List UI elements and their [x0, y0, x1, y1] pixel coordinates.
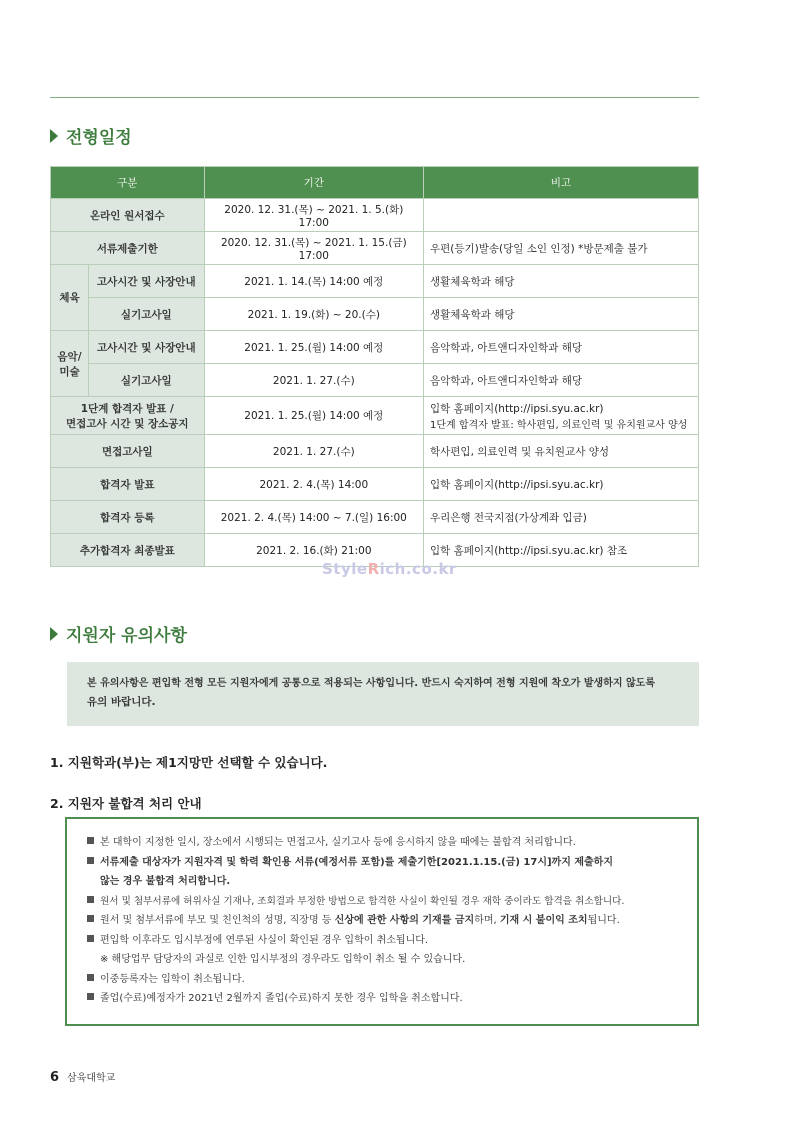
page-footer — [50, 1069, 115, 1085]
row-note: 입학 홈페이지(http://ipsi.syu.ac.kr) — [424, 468, 699, 501]
section-marker-icon — [50, 627, 58, 641]
row-note — [424, 397, 699, 435]
row-label: 실기고사일 — [88, 298, 204, 331]
rule-item — [87, 833, 677, 853]
rule-item — [87, 989, 677, 1009]
bullet-square-icon — [87, 915, 94, 922]
rule-item — [87, 911, 677, 931]
rule-text: 됩니다. — [587, 915, 620, 926]
rejection-rules-box — [65, 817, 699, 1026]
row-label: 실기고사일 — [88, 364, 204, 397]
rule-text: 졸업(수료)예정자가 2021년 2월까지 졸업(수료)하지 못한 경우 입학을 취소합니다. — [100, 993, 463, 1004]
table-header-row — [51, 167, 699, 199]
table-row — [51, 501, 699, 534]
bullet-square-icon — [87, 974, 94, 981]
row-period: 2020. 12. 31.(목) ~ 2021. 1. 5.(화) 17:00 — [204, 199, 423, 232]
row-period: 2021. 2. 4.(목) 14:00 — [204, 468, 423, 501]
row-label: 서류제출기한 — [51, 232, 205, 265]
watermark-text: R — [367, 560, 380, 578]
top-divider — [50, 97, 699, 98]
row-period: 2021. 2. 16.(화) 21:00 — [204, 534, 423, 567]
row-label: 추가합격자 최종발표 — [51, 534, 205, 567]
rule-text: 원서 및 첨부서류에 허위사실 기재나, 조회결과 부정한 방법으로 합격한 사실이 확인될 경우 재학 중이라도 합격을 취소합니다. — [100, 895, 625, 907]
group-label-line: 미술 — [59, 365, 80, 378]
rule-text: 이중등록자는 입학이 취소됩니다. — [100, 973, 245, 985]
row-note: 입학 홈페이지(http://ipsi.syu.ac.kr) 참조 — [424, 534, 699, 567]
table-row — [51, 364, 699, 397]
notice-line: 본 유의사항은 편입학 전형 모든 지원자에게 공통으로 적용되는 사항입니다. 반드시 숙지하여 전형 지원에 착오가 발생하지 않도록 — [87, 678, 655, 689]
row-label: 합격자 발표 — [51, 468, 205, 501]
rule-text: 본 대학이 지정한 일시, 장소에서 시행되는 면접고사, 실기고사 등에 응시하지 않을 때에는 불합격 처리합니다. — [100, 837, 576, 848]
row-period: 2021. 1. 25.(월) 14:00 예정 — [204, 397, 423, 435]
row-label: 합격자 등록 — [51, 501, 205, 534]
bullet-square-icon — [87, 857, 94, 864]
row-period: 2021. 2. 4.(목) 14:00 ~ 7.(일) 16:00 — [204, 501, 423, 534]
row-note: 생활체육학과 해당 — [424, 298, 699, 331]
rule-subnote — [87, 950, 677, 970]
header-period: 기간 — [204, 167, 423, 199]
row-note: 학사편입, 의료인력 및 유치원교사 양성 — [424, 435, 699, 468]
group-label-sports: 체육 — [51, 265, 89, 331]
row-note: 음악학과, 아트앤디자인학과 해당 — [424, 331, 699, 364]
rule-item-continued — [87, 872, 677, 892]
bullet-square-icon — [87, 935, 94, 942]
row-note-line: 입학 홈페이지(http://ipsi.syu.ac.kr) — [430, 402, 604, 415]
table-row — [51, 397, 699, 435]
group-label-line: 음악/ — [57, 350, 82, 363]
group-label-music-art — [51, 331, 89, 397]
notice-box — [67, 662, 699, 726]
row-note: 생활체육학과 해당 — [424, 265, 699, 298]
row-period: 2021. 1. 25.(월) 14:00 예정 — [204, 331, 423, 364]
watermark — [322, 560, 457, 578]
table-row — [51, 232, 699, 265]
rule-item — [87, 853, 677, 873]
rule-item — [87, 931, 677, 951]
item-heading-2: 2. 지원자 불합격 처리 안내 — [50, 796, 202, 811]
page-number: 6 — [50, 1070, 60, 1085]
rule-item — [87, 892, 677, 912]
section-marker-icon — [50, 129, 58, 143]
row-period: 2020. 12. 31.(목) ~ 2021. 1. 15.(금) 17:00 — [204, 232, 423, 265]
rule-text-emphasis: 신상에 관한 사항의 기재를 금지 — [334, 915, 475, 926]
table-row — [51, 298, 699, 331]
bullet-square-icon — [87, 896, 94, 903]
footer-school-name: 삼육대학교 — [67, 1073, 116, 1084]
rule-item — [87, 970, 677, 990]
section-title-text: 전형일정 — [66, 128, 132, 148]
item-heading-1: 1. 지원학과(부)는 제1지망만 선택할 수 있습니다. — [50, 755, 328, 770]
rule-text-emphasis: 기재 시 불이익 조치 — [499, 915, 588, 926]
header-category: 구분 — [51, 167, 205, 199]
section-title-schedule — [50, 123, 132, 148]
bullet-square-icon — [87, 993, 94, 1000]
rule-text: 않는 경우 불합격 처리합니다. — [100, 876, 231, 887]
row-label — [51, 397, 205, 435]
row-label: 면접고사일 — [51, 435, 205, 468]
row-note: 우리은행 전국지점(가상계좌 입금) — [424, 501, 699, 534]
row-label: 온라인 원서접수 — [51, 199, 205, 232]
row-label: 고사시간 및 사장안내 — [88, 331, 204, 364]
watermark-text: ich.co.kr — [379, 560, 457, 578]
header-note: 비고 — [424, 167, 699, 199]
rule-text: ※ 해당업무 담당자의 과실로 인한 입시부정의 경우라도 입학이 취소 될 수 있습니다. — [100, 954, 466, 965]
row-period: 2021. 1. 27.(수) — [204, 435, 423, 468]
row-note: 우편(등기)발송(당일 소인 인정) *방문제출 불가 — [424, 232, 699, 265]
row-period: 2021. 1. 19.(화) ~ 20.(수) — [204, 298, 423, 331]
row-period: 2021. 1. 27.(수) — [204, 364, 423, 397]
rule-text: 편입학 이후라도 입시부정에 연루된 사실이 확인된 경우 입학이 취소됩니다. — [100, 934, 429, 946]
row-period: 2021. 1. 14.(목) 14:00 예정 — [204, 265, 423, 298]
row-label-line: 1단계 합격자 발표 / — [80, 402, 174, 415]
table-row — [51, 199, 699, 232]
table-row — [51, 468, 699, 501]
row-note-line: 1단계 합격자 발표: 학사편입, 의료인력 및 유치원교사 양성 — [430, 419, 688, 431]
rule-text: 서류제출 대상자가 지원자격 및 학력 확인용 서류(예정서류 포함)를 제출기한[2021.1.15.(금) 17시]까지 제출하지 — [100, 856, 613, 868]
table-row — [51, 331, 699, 364]
row-label-line: 면접고사 시간 및 장소공지 — [66, 417, 189, 430]
section-title-notice — [50, 621, 187, 646]
section-title-text: 지원자 유의사항 — [66, 626, 187, 646]
schedule-table — [50, 166, 699, 567]
rule-text: 하며, — [474, 915, 500, 926]
row-note — [424, 199, 699, 232]
notice-line: 유의 바랍니다. — [87, 696, 156, 708]
table-row — [51, 265, 699, 298]
row-label: 고사시간 및 사장안내 — [88, 265, 204, 298]
row-note: 음악학과, 아트앤디자인학과 해당 — [424, 364, 699, 397]
watermark-text: Style — [322, 560, 368, 578]
table-row — [51, 435, 699, 468]
bullet-square-icon — [87, 837, 94, 844]
rule-text: 원서 및 첨부서류에 부모 및 친인척의 성명, 직장명 등 — [100, 915, 335, 926]
